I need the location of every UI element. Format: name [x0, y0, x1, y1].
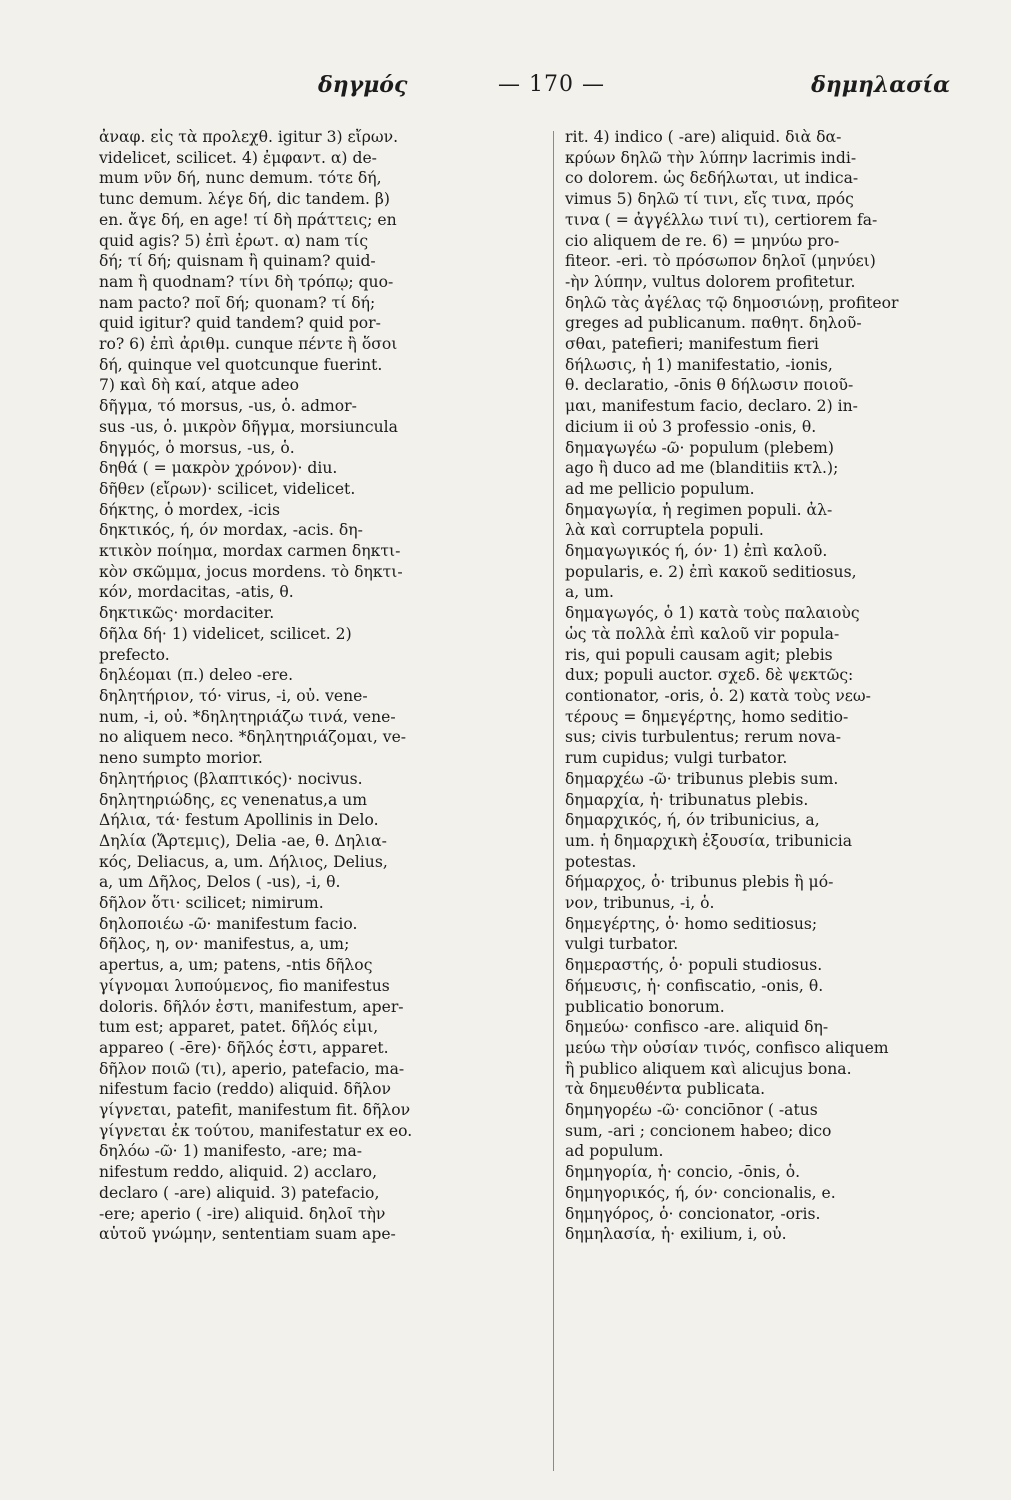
dictionary-line: δημαγωγέω -ῶ· populum (plebem): [565, 438, 834, 457]
dictionary-line: ad me pellicio populum.: [565, 479, 755, 498]
dictionary-line: δημαρχικός, ή, όν tribunicius, a,: [565, 811, 820, 830]
left-column: [99, 127, 545, 1245]
dictionary-line: κός, Deliacus, a, um. Δήλιος, Delius,: [99, 852, 388, 871]
dictionary-line: sus; civis turbulentus; rerum nova-: [565, 728, 842, 747]
dictionary-line: fiteor. -eri. τὸ πρόσωπον δηλοῖ (μηνύει): [565, 252, 876, 271]
dictionary-line: κρύων δηλῶ τὴν λύπην lacrimis indi-: [565, 148, 857, 167]
dictionary-line: δημαγωγός, ὁ 1) κατὰ τοὺς παλαιοὺς: [565, 604, 860, 623]
dictionary-line: δηκτικός, ή, όν mordax, -acis. δη-: [99, 521, 363, 540]
dictionary-line: δημεγέρτης, ὁ· homo seditiosus;: [565, 914, 818, 933]
dictionary-line: δημαγωγία, ἡ regimen populi. ἀλ-: [565, 500, 833, 519]
dictionary-line: δήλωσις, ἡ 1) manifestatio, -ionis,: [565, 355, 833, 374]
dictionary-line: popularis, e. 2) ἐπὶ κακοῦ seditiosus,: [565, 562, 857, 581]
dictionary-line: vulgi turbator.: [565, 935, 679, 954]
dictionary-line: um. ἡ δημαρχικὴ ἐξουσία, tribunicia: [565, 831, 853, 850]
dictionary-line: tunc demum. λέγε δή, dic tandem. β): [99, 190, 391, 209]
dictionary-line: num, -i, οὐ. *δηλητηριάζω τινά, vene-: [99, 707, 396, 726]
dictionary-line: δηγμός, ὁ morsus, -us, ὁ.: [99, 438, 295, 457]
column-divider: [553, 131, 554, 1471]
dictionary-line: δημαγωγικός ή, όν· 1) ἐπὶ καλοῦ.: [565, 542, 828, 561]
header-first-headword: δηγμός: [318, 72, 408, 98]
dictionary-line: prefecto.: [99, 645, 170, 664]
dictionary-line: γίγνεται, patefit, manifestum fit. δῆλον: [99, 1101, 411, 1120]
dictionary-line: videlicet, scilicet. 4) ἐμφαντ. α) de-: [99, 148, 377, 167]
dictionary-line: nam ἢ quodnam? τίνι δὴ τρόπῳ; quo-: [99, 272, 394, 291]
dictionary-line: tum est; apparet, patet. δῆλός εἰμι,: [99, 1018, 379, 1037]
dictionary-line: quid agis? 5) ἐπὶ ἐρωτ. α) nam τίς: [99, 231, 369, 250]
dictionary-line: κόν, mordacitas, -atis, θ.: [99, 583, 294, 602]
dictionary-line: δή, quinque vel quotcunque fuerint.: [99, 355, 383, 374]
dictionary-line: co dolorem. ὡς δεδήλωται, ut indica-: [565, 169, 859, 188]
dictionary-line: λὰ καὶ corruptela populi.: [565, 521, 764, 540]
dictionary-line: δημαρχέω -ῶ· tribunus plebis sum.: [565, 769, 839, 788]
dictionary-line: δῆθεν (εἴρων)· scilicet, videlicet.: [99, 479, 356, 498]
header-last-headword: δημηλασία: [811, 72, 950, 98]
dictionary-line: -ere; aperio ( -ire) aliquid. δηλοῖ τὴν: [99, 1204, 386, 1223]
dictionary-line: en. ἄγε δή, en age! τί δὴ πράττεις; en: [99, 210, 397, 229]
dictionary-line: τέρους = δημεγέρτης, homo seditio-: [565, 707, 849, 726]
dictionary-line: δηλητήριος (βλαπτικός)· nocivus.: [99, 769, 363, 788]
dictionary-line: 7) καὶ δὴ καί, atque adeo: [99, 376, 299, 395]
dictionary-line: δῆλος, η, ον· manifestus, a, um;: [99, 935, 350, 954]
dictionary-line: δηλόω -ῶ· 1) manifesto, -are; ma-: [99, 1142, 363, 1161]
dictionary-line: δήκτης, ὁ mordex, -icis: [99, 500, 280, 519]
dictionary-line: δῆλον ποιῶ (τι), aperio, patefacio, ma-: [99, 1059, 405, 1078]
dictionary-line: sus -us, ὁ. μικρὸν δῆγμα, morsiuncula: [99, 417, 398, 436]
dictionary-line: ris, qui populi causam agit; plebis: [565, 645, 833, 664]
dictionary-line: δημεύω· confisco -are. aliquid δη-: [565, 1018, 829, 1037]
dictionary-line: declaro ( -are) aliquid. 3) patefacio,: [99, 1183, 380, 1202]
dictionary-line: δηλῶ τὰς ἀγέλας τῷ δημοσιώνῃ, profiteor: [565, 293, 899, 312]
dictionary-line: nifestum facio (reddo) aliquid. δῆλον: [99, 1080, 392, 1099]
dictionary-line: νον, tribunus, -i, ὁ.: [565, 894, 715, 913]
dictionary-line: δήμευσις, ἡ· confiscatio, -onis, θ.: [565, 976, 824, 995]
dictionary-line: greges ad publicanum. παθητ. δηλοῦ-: [565, 314, 862, 333]
dictionary-line: δηκτικῶς· mordaciter.: [99, 604, 275, 623]
dictionary-line: appareo ( -ēre)· δῆλός ἐστι, apparet.: [99, 1038, 389, 1057]
dictionary-line: κτικὸν ποίημα, mordax carmen δηκτι-: [99, 542, 401, 561]
dictionary-line: ago ἢ duco ad me (blanditiis κτλ.);: [565, 459, 839, 478]
dictionary-line: κὸν σκῶμμα, jocus mordens. τὸ δηκτι-: [99, 562, 403, 581]
dictionary-line: -ὴν λύπην, vultus dolorem profitetur.: [565, 272, 856, 291]
dictionary-line: αὑτοῦ γνώμην, sententiam suam ape-: [99, 1225, 396, 1244]
dictionary-line: ἢ publico aliquem καὶ alicujus bona.: [565, 1059, 852, 1078]
dictionary-line: contionator, -oris, ὁ. 2) κατὰ τοὺς νεω-: [565, 686, 871, 705]
dictionary-line: γίγνομαι λυπούμενος, fio manifestus: [99, 976, 390, 995]
dictionary-line: τὰ δημευθέντα publicata.: [565, 1080, 766, 1099]
dictionary-line: δημεραστής, ὁ· populi studiosus.: [565, 956, 823, 975]
dictionary-line: cio aliquem de re. 6) = μηνύω pro-: [565, 231, 840, 250]
dictionary-line: nam pacto? ποῖ δή; quonam? τί δή;: [99, 293, 376, 312]
dictionary-line: μεύω τὴν οὐσίαν τινός, confisco aliquem: [565, 1038, 889, 1057]
page-number: — 170 —: [498, 72, 605, 97]
right-column: [565, 127, 969, 1245]
dictionary-line: dicium ii οὐ 3 professio -onis, θ.: [565, 417, 817, 436]
dictionary-line: δηθά ( = μακρὸν χρόνον)· diu.: [99, 459, 338, 478]
dictionary-line: δημηλασία, ἡ· exilium, i, οὐ.: [565, 1225, 787, 1244]
page-header: [318, 72, 950, 108]
dictionary-line: δῆλα δή· 1) videlicet, scilicet. 2): [99, 624, 352, 643]
dictionary-line: neno sumpto morior.: [99, 749, 263, 768]
dictionary-line: ὡς τὰ πολλὰ ἐπὶ καλοῦ vir popula-: [565, 624, 840, 643]
dictionary-line: apertus, a, um; patens, -ntis δῆλος: [99, 956, 373, 975]
dictionary-line: τινα ( = ἀγγέλλω τινί τι), certiorem fa-: [565, 210, 878, 229]
dictionary-line: δῆγμα, τό morsus, -us, ὁ. admor-: [99, 397, 357, 416]
dictionary-line: δήμαρχος, ὁ· tribunus plebis ἢ μό-: [565, 873, 834, 892]
dictionary-line: doloris. δῆλόν ἐστι, manifestum, aper-: [99, 997, 404, 1016]
dictionary-line: δηλητήριον, τό· virus, -i, οὐ. vene-: [99, 686, 368, 705]
dictionary-line: a, um.: [565, 583, 614, 602]
dictionary-line: δηλέομαι (π.) deleo -ere.: [99, 666, 294, 685]
dictionary-line: potestas.: [565, 852, 637, 871]
dictionary-line: μαι, manifestum facio, declaro. 2) in-: [565, 397, 858, 416]
dictionary-line: δή; τί δή; quisnam ἢ quinam? quid-: [99, 252, 376, 271]
dictionary-line: ad populum.: [565, 1142, 664, 1161]
dictionary-line: Δηλία (Ἄρτεμις), Delia -ae, θ. Δηλια-: [99, 831, 387, 850]
dictionary-line: ἀναφ. εἰς τὰ προλεχθ. igitur 3) εἴρων.: [99, 128, 399, 146]
dictionary-line: no aliquem neco. *δηλητηριάζομαι, ve-: [99, 728, 407, 747]
dictionary-line: δημηγορικός, ή, όν· concionalis, e.: [565, 1183, 836, 1202]
dictionary-line: δημηγορία, ἡ· concio, -ōnis, ὁ.: [565, 1163, 801, 1182]
dictionary-line: δημηγορέω -ῶ· conciōnor ( -atus: [565, 1101, 818, 1120]
dictionary-line: sum, -ari ; concionem habeo; dico: [565, 1121, 832, 1140]
dictionary-line: rit. 4) indico ( -are) aliquid. διὰ δα-: [565, 128, 842, 146]
dictionary-line: nifestum reddo, aliquid. 2) acclaro,: [99, 1163, 378, 1182]
dictionary-line: dux; populi auctor. σχεδ. δὲ ψεκτῶς:: [565, 666, 854, 685]
dictionary-line: ro? 6) ἐπὶ ἀριθμ. cunque πέντε ἢ ὅσοι: [99, 335, 398, 354]
dictionary-line: publicatio bonorum.: [565, 997, 725, 1016]
dictionary-line: δημηγόρος, ὁ· concionator, -oris.: [565, 1204, 821, 1223]
dictionary-line: δῆλον ὅτι· scilicet; nimirum.: [99, 894, 324, 913]
dictionary-line: a, um Δῆλος, Delos ( -us), -i, θ.: [99, 873, 341, 892]
dictionary-line: σθαι, patefieri; manifestum fieri: [565, 335, 819, 354]
dictionary-line: rum cupidus; vulgi turbator.: [565, 749, 788, 768]
dictionary-line: δημαρχία, ἡ· tribunatus plebis.: [565, 790, 809, 809]
dictionary-line: Δήλια, τά· festum Apollinis in Delo.: [99, 811, 379, 830]
dictionary-line: vimus 5) δηλῶ τί τινι, εἴς τινα, πρός: [565, 190, 854, 209]
dictionary-line: γίγνεται ἐκ τούτου, manifestatur ex eo.: [99, 1121, 413, 1140]
dictionary-line: θ. declaratio, -ōnis θ δήλωσιν ποιοῦ-: [565, 376, 854, 395]
dictionary-line: δηλητηριώδης, ες venenatus,a um: [99, 790, 368, 809]
dictionary-line: δηλοποιέω -ῶ· manifestum facio.: [99, 914, 358, 933]
dictionary-line: mum νῦν δή, nunc demum. τότε δή,: [99, 169, 382, 188]
dictionary-line: quid igitur? quid tandem? quid por-: [99, 314, 381, 333]
